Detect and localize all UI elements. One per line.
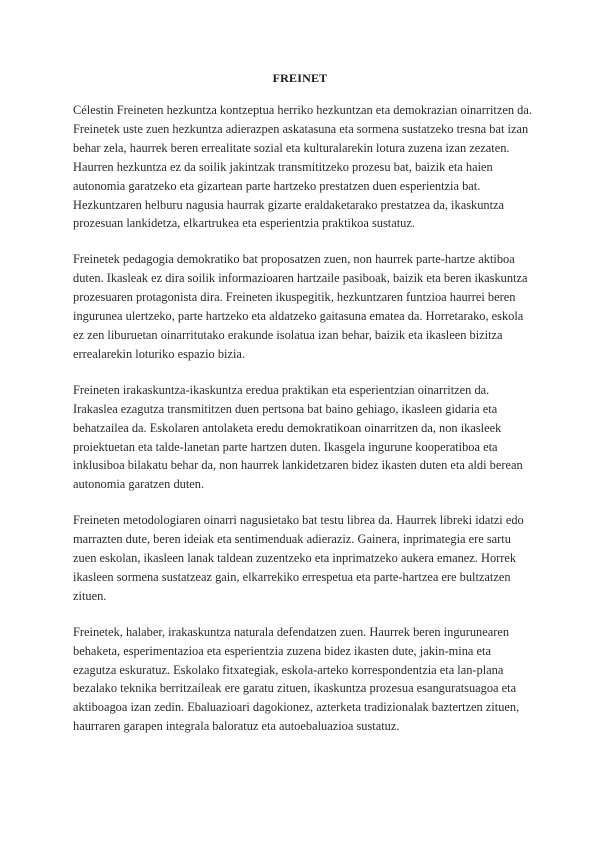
document-title: FREINET <box>272 71 328 85</box>
paragraph-4: Freineten metodologiaren oinarri nagusietako bat testu librea da. Haurrek libreki idatzi edo marrazten dute, beren ideiak eta sentimenduak adieraziz. Gainera, inprimategia ere sartu zuen eskolan, ikasleen lanak taldean zuzentzeko eta inprimatzeko aukera emanez. Horrek ikasleen sormena sustatzeaz gain, elkarrekiko errespetua eta parte-hartzea ere bultzatzen zituen. <box>73 513 524 603</box>
paragraph-1: Célestin Freineten hezkuntza kontzeptua herriko hezkuntzan eta demokrazian oinarritzen da. Freinetek uste zuen hezkuntza adierazpen askatasuna eta sormena sustatzeko tresna bat izan behar zela, haurrek beren errealitate sozial eta kulturalarekin lotura zuzena izan zezaten. Haurren hezkuntza ez da soilik jakintzak transmititzeko prozesu bat, baizik eta haien autonomia garatzeko eta gizartean parte hartzeko prestatzen duen esperientzia bat. Hezkuntzaren helburu nagusia haurrak gizarte eraldaketarako prestatzea da, ikaskuntza prozesuan lankidetza, elkartrukea eta esperientzia praktikoa sustatuz. <box>73 103 532 231</box>
paragraph-5: Freinetek, halaber, irakaskuntza naturala defendatzen zuen. Haurrek beren ingurunearen behaketa, esperimentazioa eta esperientzia zuzena bidez ikasten dute, jakin-mina eta ezagutza eskuratuz. Eskolako fitxategiak, eskola-arteko korrespondentzia eta lan-plana bezalako teknika berritzaileak ere garatu zituen, ikaskuntza prozesua esanguratsuagoa eta aktiboagoa izan zedin. Ebaluazioari dagokionez, azterketa tradizionalak baztertzen zituen, haurraren garapen integrala baloratuz eta autoebaluazioa sustatuz. <box>73 624 520 734</box>
paragraph-3: Freineten irakaskuntza-ikaskuntza eredua praktikan eta esperientzian oinarritzen da. Irakaslea ezagutza transmititzen duen pertsona bat baino gehiago, ikasleen gidaria eta behatzailea da. Eskolaren antolaketa eredu demokratikoan oinarritzen da, non ikasleek proiektuetan eta talde-lanetan parte hartzen duten. Ikasgela ingurune kooperatiboa eta inklusiboa bilakatu behar da, non haurrek lankidetzaren bidez ikasten duten eta aldi berean autonomia garatzen duten. <box>73 382 523 492</box>
document-body <box>73 101 536 753</box>
paragraph-2: Freinetek pedagogia demokratiko bat proposatzen zuen, non haurrek parte-hartze aktiboa duten. Ikasleak ez dira soilik informazioaren hartzaile pasiboak, baizik eta beren ikaskuntza prozesuaren protagonista dira. Freineten ikuspegitik, hezkuntzaren funtzioa haurrei beren ingurunea ulertzeko, parte hartzeko eta aldatzeko gaitasuna ematea da. Horretarako, eskola ez zen liburuetan oinarritutako erakunde isolatua izan behar, baizik eta ikasleen bizitza errealarekin loturiko espazio bizia. <box>73 252 528 361</box>
